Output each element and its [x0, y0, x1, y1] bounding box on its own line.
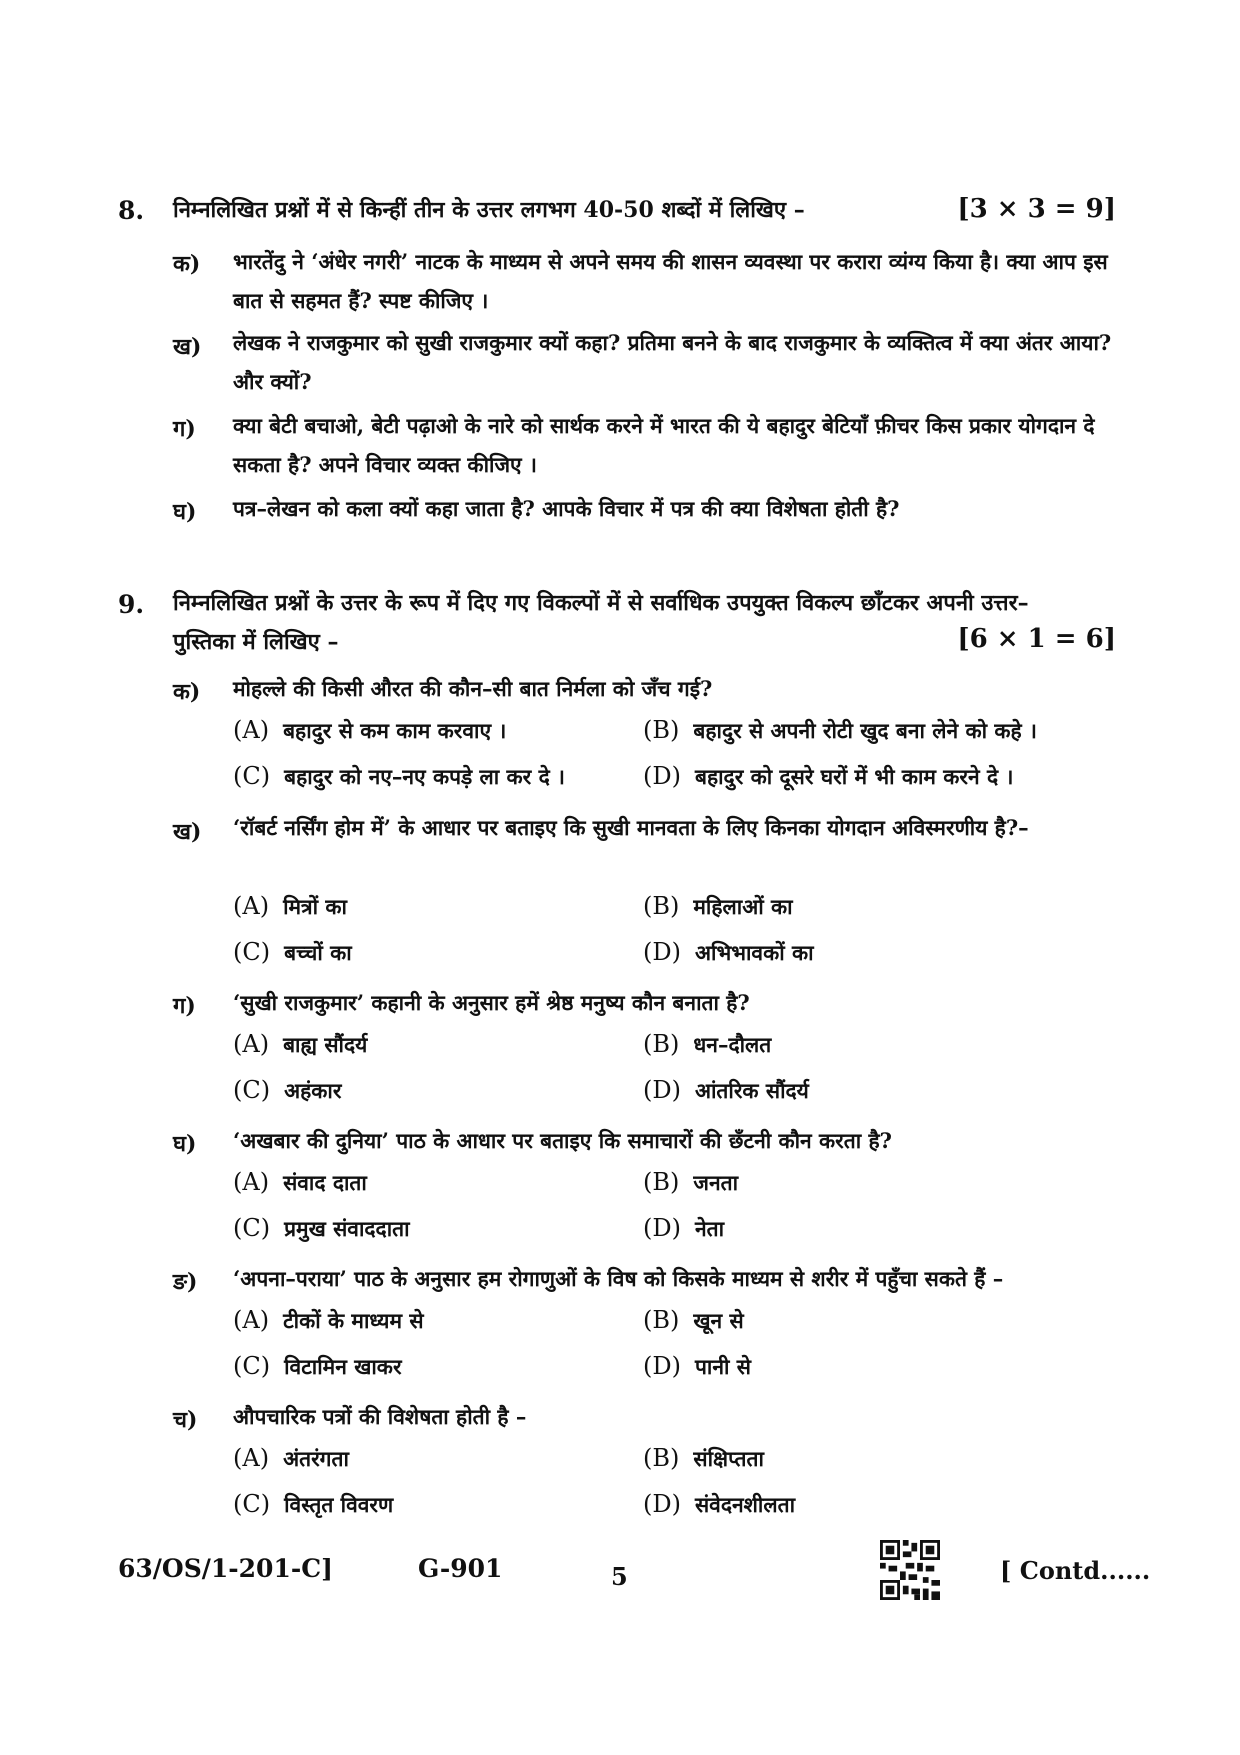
- q9-option: [233, 1214, 410, 1243]
- option-text: बाह्य सौंदर्य: [283, 1032, 368, 1057]
- option-text: विटामिन खाकर: [284, 1354, 402, 1379]
- option-text: महिलाओं का: [693, 894, 793, 919]
- q9-option: [233, 1168, 367, 1197]
- q9-item-label: ग): [173, 993, 196, 1019]
- q9-item-text: ‘अखबार की दुनिया’ पाठ के आधार पर बताइए कि समाचारों की छँटनी कौन करता है?: [233, 1128, 892, 1153]
- option-text: संक्षिप्तता: [693, 1446, 764, 1471]
- q9-option: [643, 1030, 771, 1059]
- q8-item-label: घ): [173, 499, 197, 525]
- option-text: अहंकार: [284, 1078, 342, 1103]
- q9-item-text: औपचारिक पत्रों की विशेषता होती है –: [233, 1404, 527, 1429]
- q8-item-text: लेखक ने राजकुमार को सुखी राजकुमार क्यों कहा? प्रतिमा बनने के बाद राजकुमार के व्यक्तित्व में क्या अंतर आया? और क्यों?: [233, 330, 1112, 394]
- option-label: (C): [233, 1076, 271, 1104]
- option-label: (D): [643, 1214, 681, 1242]
- q9-option: [233, 1444, 349, 1473]
- option-label: (D): [643, 1076, 681, 1104]
- option-text: अंतरंगता: [283, 1446, 349, 1471]
- option-text: बहादुर को दूसरे घरों में भी काम करने दे ।: [694, 764, 1014, 789]
- option-label: (C): [233, 1352, 271, 1380]
- option-label: (B): [643, 1306, 680, 1334]
- q8-item-label: क): [173, 251, 201, 277]
- option-label: (B): [643, 1030, 680, 1058]
- option-label: (A): [233, 1168, 270, 1196]
- question-8-number: 8.: [118, 196, 145, 225]
- option-text: धन–दौलत: [693, 1032, 772, 1057]
- option-label: (A): [233, 716, 270, 744]
- option-text: बहादुर से कम काम करवाए ।: [283, 718, 507, 743]
- question-9-marks: [6 × 1 = 6]: [957, 624, 1116, 654]
- option-text: विस्तृत विवरण: [284, 1492, 394, 1517]
- q9-option: [233, 1490, 393, 1519]
- question-9-instruction-line2: पुस्तिका में लिखिए –: [173, 629, 339, 655]
- option-label: (C): [233, 1490, 271, 1518]
- page-number: 5: [611, 1562, 628, 1591]
- option-text: खून से: [693, 1308, 744, 1333]
- question-9-number: 9.: [118, 590, 145, 619]
- q9-option: [233, 1306, 424, 1335]
- paper-code: 63/OS/1-201-C]: [118, 1554, 333, 1583]
- q9-option: [643, 1444, 764, 1473]
- q9-item-text: ‘सुखी राजकुमार’ कहानी के अनुसार हमें श्रेष्ठ मनुष्य कौन बनाता है?: [233, 990, 750, 1015]
- q9-item-label: क): [173, 679, 201, 705]
- option-text: अभिभावकों का: [694, 940, 814, 965]
- q8-item-label: ख): [173, 334, 202, 360]
- option-label: (B): [643, 892, 680, 920]
- option-label: (A): [233, 892, 270, 920]
- option-text: आंतरिक सौंदर्य: [694, 1078, 809, 1103]
- q9-option: [233, 892, 347, 921]
- option-text: संवेदनशीलता: [694, 1492, 796, 1517]
- option-text: मित्रों का: [283, 894, 347, 919]
- option-label: (D): [643, 1352, 681, 1380]
- q9-item-text: ‘अपना–पराया’ पाठ के अनुसार हम रोगाणुओं के विष को किसके माध्यम से शरीर में पहुँचा सकते हैं –: [233, 1266, 1004, 1291]
- q9-item-label: ङ): [173, 1269, 198, 1295]
- q8-item-label: ग): [173, 416, 196, 442]
- option-label: (B): [643, 1168, 680, 1196]
- q9-item-text: मोहल्ले की किसी औरत की कौन–सी बात निर्मला को जँच गई?: [233, 676, 713, 701]
- option-text: बहादुर से अपनी रोटी खुद बना लेने को कहे ।: [693, 718, 1037, 743]
- question-8-marks: [3 × 3 = 9]: [957, 194, 1116, 224]
- q9-item-label: च): [173, 1407, 198, 1433]
- option-label: (A): [233, 1306, 270, 1334]
- q9-option: [233, 1352, 402, 1381]
- q9-option: [643, 762, 1013, 791]
- option-label: (A): [233, 1030, 270, 1058]
- q9-option: [233, 1030, 367, 1059]
- q8-item-text: भारतेंदु ने ‘अंधेर नगरी’ नाटक के माध्यम से अपने समय की शासन व्यवस्था पर करारा व्यंग्य किया है। क्या आप इस बात से सहमत हैं? स्पष्ट कीजिए ।: [233, 249, 1108, 313]
- q9-option: [643, 1352, 751, 1381]
- option-label: (C): [233, 938, 271, 966]
- option-label: (C): [233, 1214, 271, 1242]
- q9-option: [233, 1076, 341, 1105]
- q9-option: [233, 762, 565, 791]
- q9-option: [643, 1076, 809, 1105]
- q9-option: [643, 1214, 724, 1243]
- q9-option: [233, 938, 352, 967]
- continued-label: [ Contd......: [1000, 1556, 1151, 1585]
- option-label: (C): [233, 762, 271, 790]
- option-text: बहादुर को नए–नए कपड़े ला कर दे ।: [284, 764, 565, 789]
- q9-option: [643, 892, 793, 921]
- option-label: (A): [233, 1444, 270, 1472]
- option-label: (B): [643, 716, 680, 744]
- q9-option: [643, 1306, 744, 1335]
- option-text: पानी से: [694, 1354, 751, 1379]
- q9-item-label: ख): [173, 819, 202, 845]
- q9-option: [643, 1168, 738, 1197]
- option-label: (D): [643, 762, 681, 790]
- series-code: G-901: [418, 1554, 503, 1583]
- q8-item-text: पत्र–लेखन को कला क्यों कहा जाता है? आपके विचार में पत्र की क्या विशेषता होती है?: [233, 496, 900, 521]
- option-text: जनता: [693, 1170, 739, 1195]
- q8-item-text: क्या बेटी बचाओ, बेटी पढ़ाओ के नारे को सार्थक करने में भारत की ये बहादुर बेटियाँ फ़ीचर किस प्रकार योगदान दे सकता है? अपने विचार व्यक्त कीजिए ।: [233, 413, 1095, 477]
- q9-option: [233, 716, 506, 745]
- option-text: बच्चों का: [284, 940, 352, 965]
- q9-option: [643, 716, 1037, 745]
- question-9-instruction-line1: निम्नलिखित प्रश्नों के उत्तर के रूप में दिए गए विकल्पों में से सर्वाधिक उपयुक्त विकल्प छाँटकर अपनी उत्तर–: [173, 590, 1029, 616]
- question-8-instruction: निम्नलिखित प्रश्नों में से किन्हीं तीन के उत्तर लगभग 40-50 शब्दों में लिखिए –: [173, 197, 805, 223]
- q9-item-text: ‘रॉबर्ट नर्सिंग होम में’ के आधार पर बताइए कि सुखी मानवता के लिए किनका योगदान अविस्मरणीय है?–: [233, 815, 1029, 840]
- q9-option: [643, 938, 814, 967]
- q9-item-label: घ): [173, 1131, 197, 1157]
- option-label: (D): [643, 938, 681, 966]
- option-text: प्रमुख संवाददाता: [284, 1216, 410, 1241]
- option-text: नेता: [694, 1216, 725, 1241]
- q9-option: [643, 1490, 795, 1519]
- option-text: टीकों के माध्यम से: [283, 1308, 424, 1333]
- option-label: (B): [643, 1444, 680, 1472]
- qr-code-icon: [880, 1540, 940, 1600]
- option-text: संवाद दाता: [283, 1170, 367, 1195]
- option-label: (D): [643, 1490, 681, 1518]
